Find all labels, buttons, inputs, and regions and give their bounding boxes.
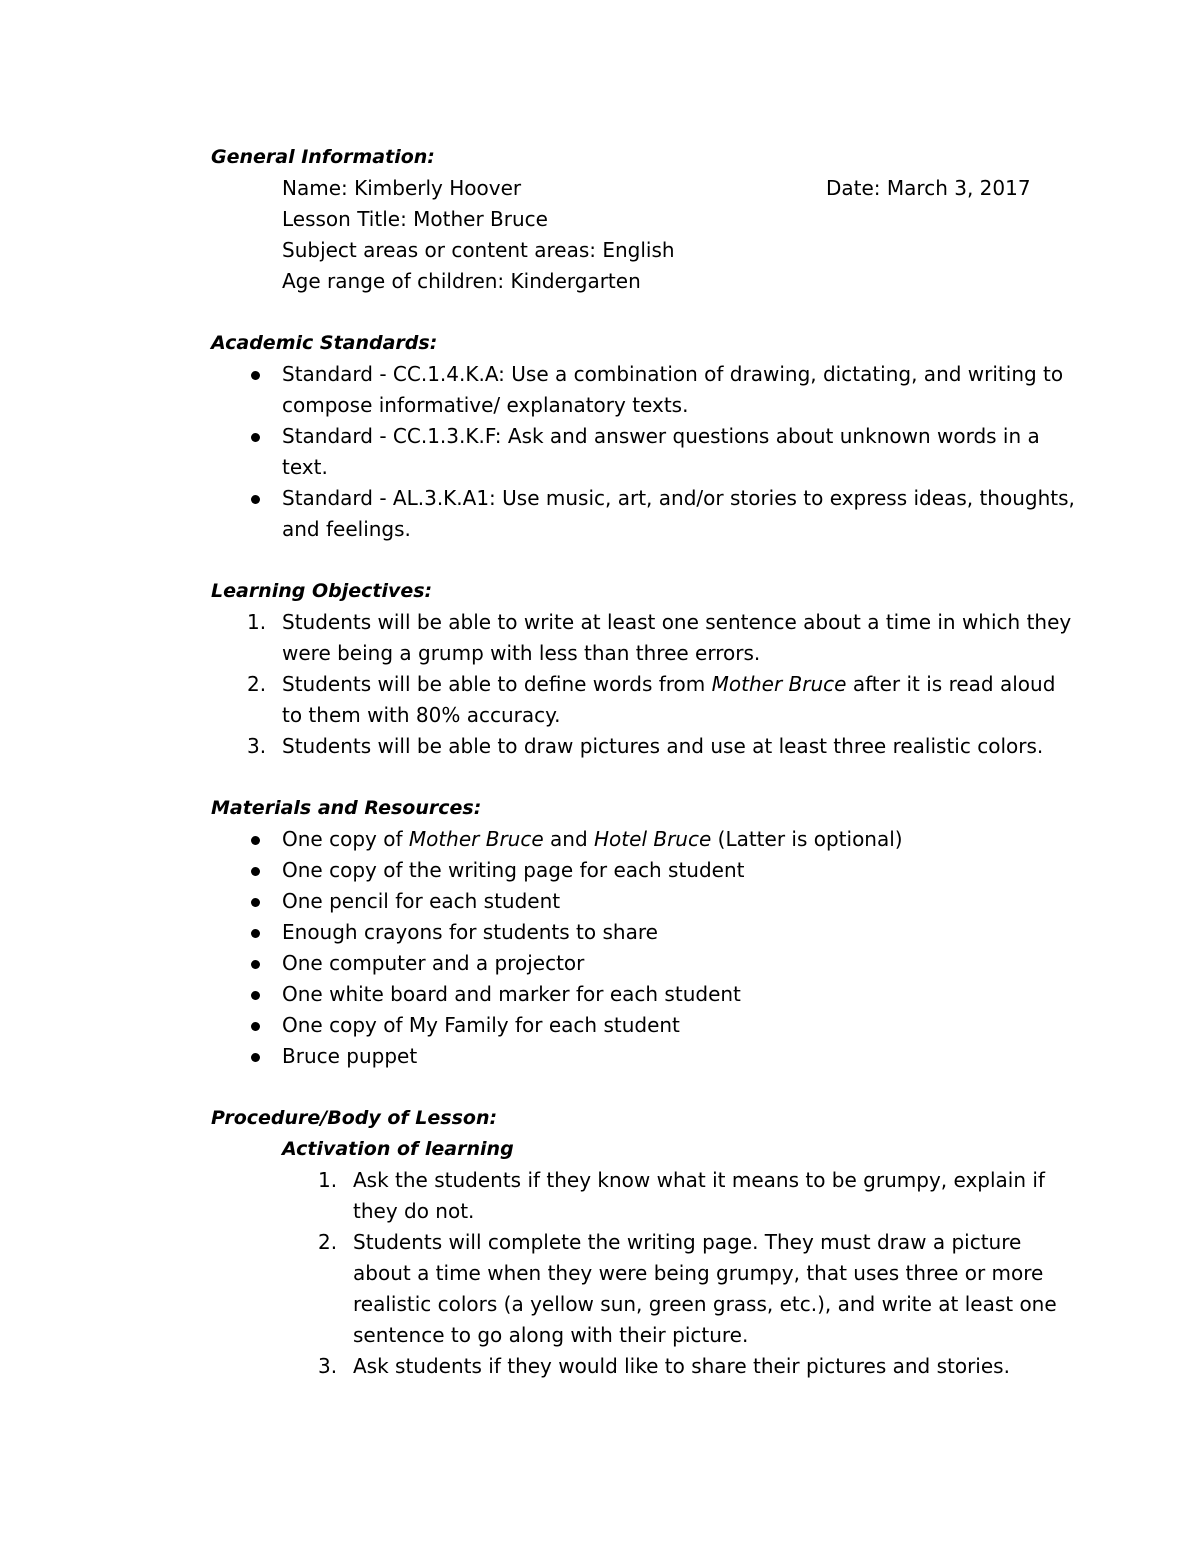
material-text: and — [543, 827, 595, 851]
objective-item — [211, 607, 1081, 669]
bullet-icon — [251, 371, 260, 380]
name-line — [211, 173, 1081, 204]
general-information-heading: General Information: — [211, 146, 435, 168]
bullet-icon — [251, 1022, 260, 1031]
subject-area: Subject areas or content areas: English — [282, 238, 675, 262]
objective-item — [211, 731, 1081, 762]
document-content — [211, 142, 1081, 1382]
materials-list — [211, 824, 1081, 1072]
bullet-icon — [251, 929, 260, 938]
material-text: One copy of My Family for each student — [282, 1013, 680, 1037]
book-title: Mother Bruce — [711, 672, 847, 696]
list-number: 3. — [318, 1354, 338, 1378]
standard-item — [211, 483, 1081, 545]
objective-text-after: after it is read aloud to them with 80% accuracy. — [282, 672, 1056, 727]
standard-item — [211, 359, 1081, 421]
standard-text: Standard - AL.3.K.A1: Use music, art, and/or stories to express ideas, thoughts, and feelings. — [282, 486, 1075, 541]
list-number: 2. — [247, 672, 267, 696]
procedure-step-text: Ask the students if they know what it means to be grumpy, explain if they do not. — [353, 1168, 1045, 1223]
objective-item — [211, 669, 1081, 731]
standards-list — [211, 359, 1081, 545]
material-text: One white board and marker for each student — [282, 982, 741, 1006]
materials-heading: Materials and Resources: — [211, 797, 482, 819]
material-text: Enough crayons for students to share — [282, 920, 658, 944]
list-number: 3. — [247, 734, 267, 758]
teacher-name: Name: Kimberly Hoover — [282, 176, 522, 200]
bullet-icon — [251, 433, 260, 442]
list-number: 2. — [318, 1230, 338, 1254]
procedure-steps-list — [211, 1165, 1081, 1382]
bullet-icon — [251, 495, 260, 504]
list-number: 1. — [247, 610, 267, 634]
procedure-step — [211, 1227, 1081, 1351]
material-item — [211, 1010, 1081, 1041]
material-item — [211, 1041, 1081, 1072]
book-title: Mother Bruce — [408, 827, 544, 851]
material-text: One copy of — [282, 827, 409, 851]
material-item — [211, 979, 1081, 1010]
procedure-step — [211, 1351, 1081, 1382]
objectives-list — [211, 607, 1081, 762]
procedure-step — [211, 1165, 1081, 1227]
bullet-icon — [251, 991, 260, 1000]
age-range: Age range of children: Kindergarten — [282, 269, 641, 293]
material-text: One computer and a projector — [282, 951, 585, 975]
material-item — [211, 824, 1081, 855]
standard-text: Standard - CC.1.3.K.F: Ask and answer questions about unknown words in a text. — [282, 424, 1040, 479]
bullet-icon — [251, 1053, 260, 1062]
material-text: One copy of the writing page for each student — [282, 858, 745, 882]
standard-item — [211, 421, 1081, 483]
bullet-icon — [251, 960, 260, 969]
material-text: Bruce puppet — [282, 1044, 418, 1068]
procedure-step-text: Ask students if they would like to share their pictures and stories. — [353, 1354, 1010, 1378]
lesson-date: Date: March 3, 2017 — [826, 176, 1031, 200]
lesson-title: Lesson Title: Mother Bruce — [282, 207, 548, 231]
bullet-icon — [251, 836, 260, 845]
material-text: (Latter is optional) — [711, 827, 903, 851]
material-item — [211, 948, 1081, 979]
objective-text-before: Students will be able to define words from — [282, 672, 712, 696]
list-number: 1. — [318, 1168, 338, 1192]
bullet-icon — [251, 898, 260, 907]
material-item — [211, 917, 1081, 948]
book-title: Hotel Bruce — [594, 827, 712, 851]
procedure-heading: Procedure/Body of Lesson: — [211, 1107, 498, 1129]
objective-text: Students will be able to write at least one sentence about a time in which they were being a grump with less than three errors. — [282, 610, 1072, 665]
academic-standards-heading: Academic Standards: — [211, 332, 438, 354]
material-item — [211, 886, 1081, 917]
standard-text: Standard - CC.1.4.K.A: Use a combination of drawing, dictating, and writing to compose informative/ explanatory texts. — [282, 362, 1064, 417]
procedure-step-text: Students will complete the writing page. They must draw a picture about a time when they were being grumpy, that uses three or more realistic colors (a yellow sun, green grass, etc.), and write at least one sentence to go along with their picture. — [353, 1230, 1057, 1347]
material-item — [211, 855, 1081, 886]
learning-objectives-heading: Learning Objectives: — [211, 580, 433, 602]
material-text: One pencil for each student — [282, 889, 561, 913]
objective-text: Students will be able to draw pictures and use at least three realistic colors. — [282, 734, 1044, 758]
bullet-icon — [251, 867, 260, 876]
activation-of-learning-heading: Activation of learning — [282, 1138, 514, 1160]
